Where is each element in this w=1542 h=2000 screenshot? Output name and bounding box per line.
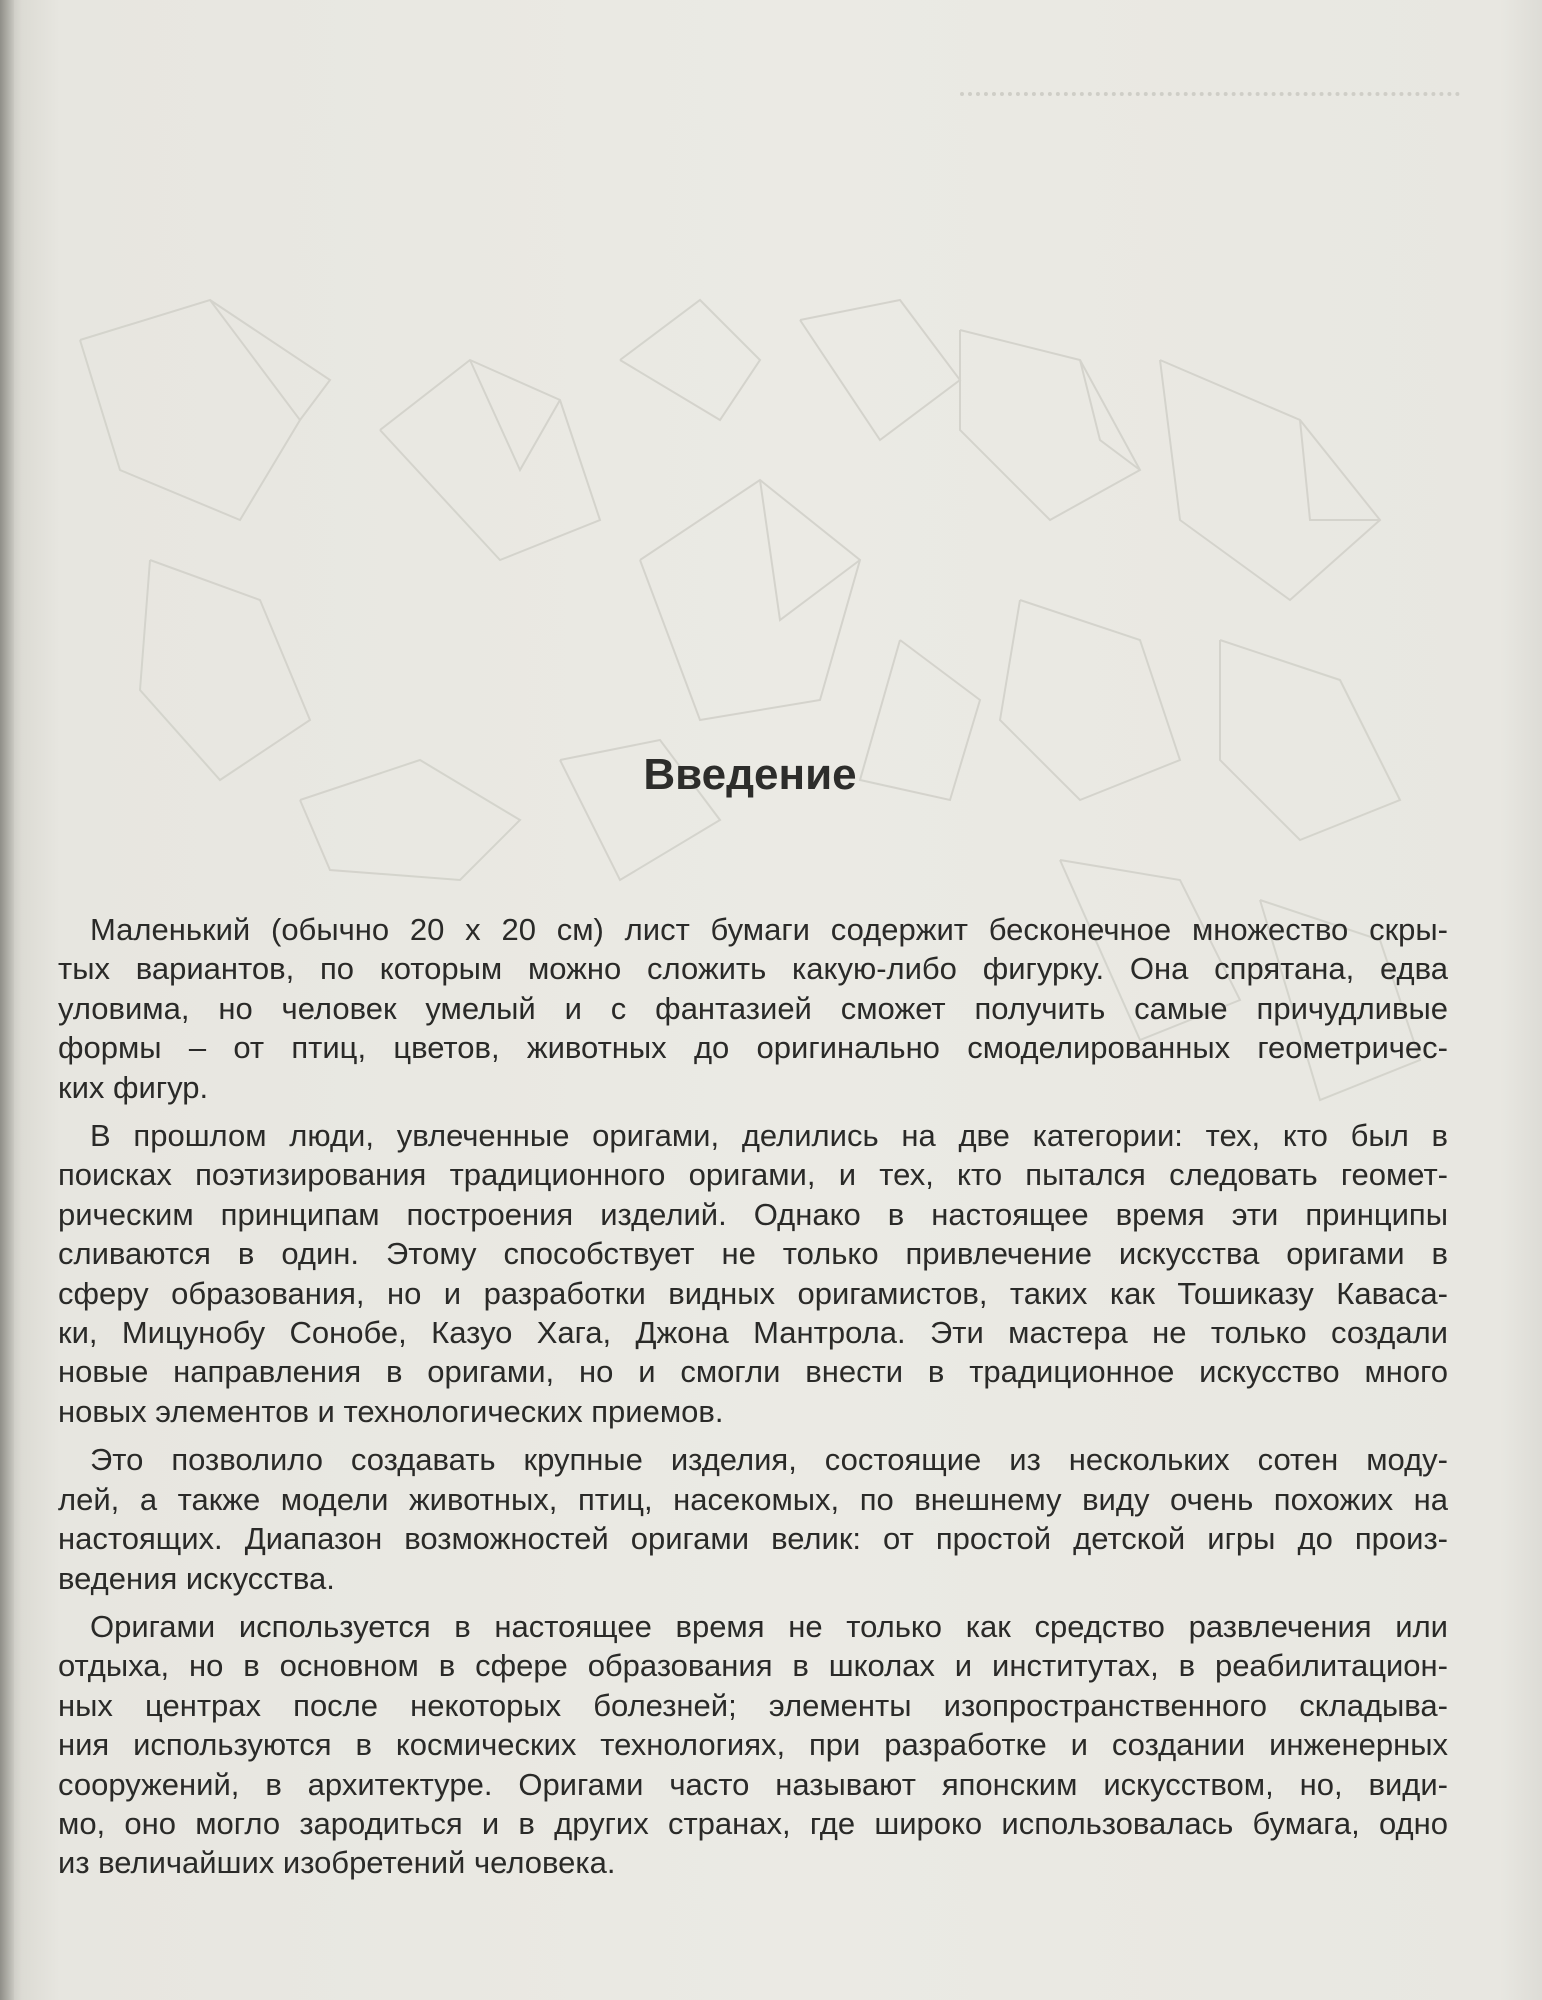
paragraph-line: Маленький (обычно 20 х 20 см) лист бумаги содержит бесконечное множество скры- bbox=[90, 912, 1448, 947]
paragraph-line: мо, оно могло зародиться и в других странах, где широко использовалась бумага, одно bbox=[58, 1805, 1448, 1841]
paragraph-line: ведения искусства. bbox=[58, 1560, 335, 1596]
paragraph-line: тых вариантов, по которым можно сложить какую-либо фигурку. Она спрятана, едва bbox=[58, 951, 1448, 987]
paragraph-line: В прошлом люди, увлеченные оригами, делились на две категории: тех, кто был в bbox=[90, 1118, 1448, 1154]
paragraph-line: новые направления в оригами, но и смогли внести в традиционное искусство много bbox=[58, 1354, 1448, 1390]
page-title: Введение bbox=[643, 750, 857, 799]
paragraph-3 bbox=[58, 1440, 1448, 1598]
paragraph-line: поисках поэтизирования традиционного оригами, и тех, кто пытался следовать геомет- bbox=[58, 1157, 1448, 1193]
paragraph-line: рическим принципам построения изделий. Однако в настоящее время эти принципы bbox=[58, 1196, 1448, 1232]
paragraph-line: сооружений, в архитектуре. Оригами часто называют японским искусством, но, види- bbox=[58, 1766, 1448, 1802]
paragraph-line: отдыха, но в основном в сфере образования в школах и институтах, в реабилитацион- bbox=[58, 1648, 1448, 1684]
body-text bbox=[58, 910, 1448, 1892]
paragraph-line: ных центрах после некоторых болезней; элементы изопространственного складыва- bbox=[58, 1687, 1448, 1723]
paragraph-line: ки, Мицунобу Сонобе, Казуо Хага, Джона Мантрола. Эти мастера не только создали bbox=[58, 1315, 1448, 1351]
paragraph-4 bbox=[58, 1607, 1448, 1883]
paragraph-line: ких фигур. bbox=[58, 1069, 209, 1105]
paragraph-line: настоящих. Диапазон возможностей оригами велик: от простой детской игры до произ- bbox=[58, 1521, 1448, 1557]
paragraph-line: сливаются в один. Этому способствует не только привлечение искусства оригами в bbox=[58, 1236, 1448, 1272]
paragraph-line: сферу образования, но и разработки видных оригамистов, таких как Тошиказу Каваса- bbox=[58, 1275, 1448, 1311]
show-through-rule bbox=[960, 92, 1460, 102]
paragraph-1 bbox=[58, 910, 1448, 1107]
paragraph-line: лей, а также модели животных, птиц, насекомых, по внешнему виду очень похожих на bbox=[58, 1481, 1448, 1517]
paragraph-line: уловима, но человек умелый и с фантазией сможет получить самые причудливые bbox=[58, 990, 1448, 1026]
paragraph-line: из величайших изобретений человека. bbox=[58, 1845, 616, 1881]
paragraph-line: новых элементов и технологических приемов. bbox=[58, 1393, 724, 1429]
paragraph-line: Это позволило создавать крупные изделия, состоящие из нескольких сотен моду- bbox=[90, 1442, 1448, 1478]
paragraph-2 bbox=[58, 1116, 1448, 1431]
paragraph-line: ния используются в космических технологиях, при разработке и создании инженерных bbox=[58, 1727, 1448, 1763]
paragraph-line: формы – от птиц, цветов, животных до оригинально смоделированных геометричес- bbox=[58, 1030, 1448, 1066]
paragraph-line: Оригами используется в настоящее время не только как средство развлечения или bbox=[90, 1608, 1448, 1644]
